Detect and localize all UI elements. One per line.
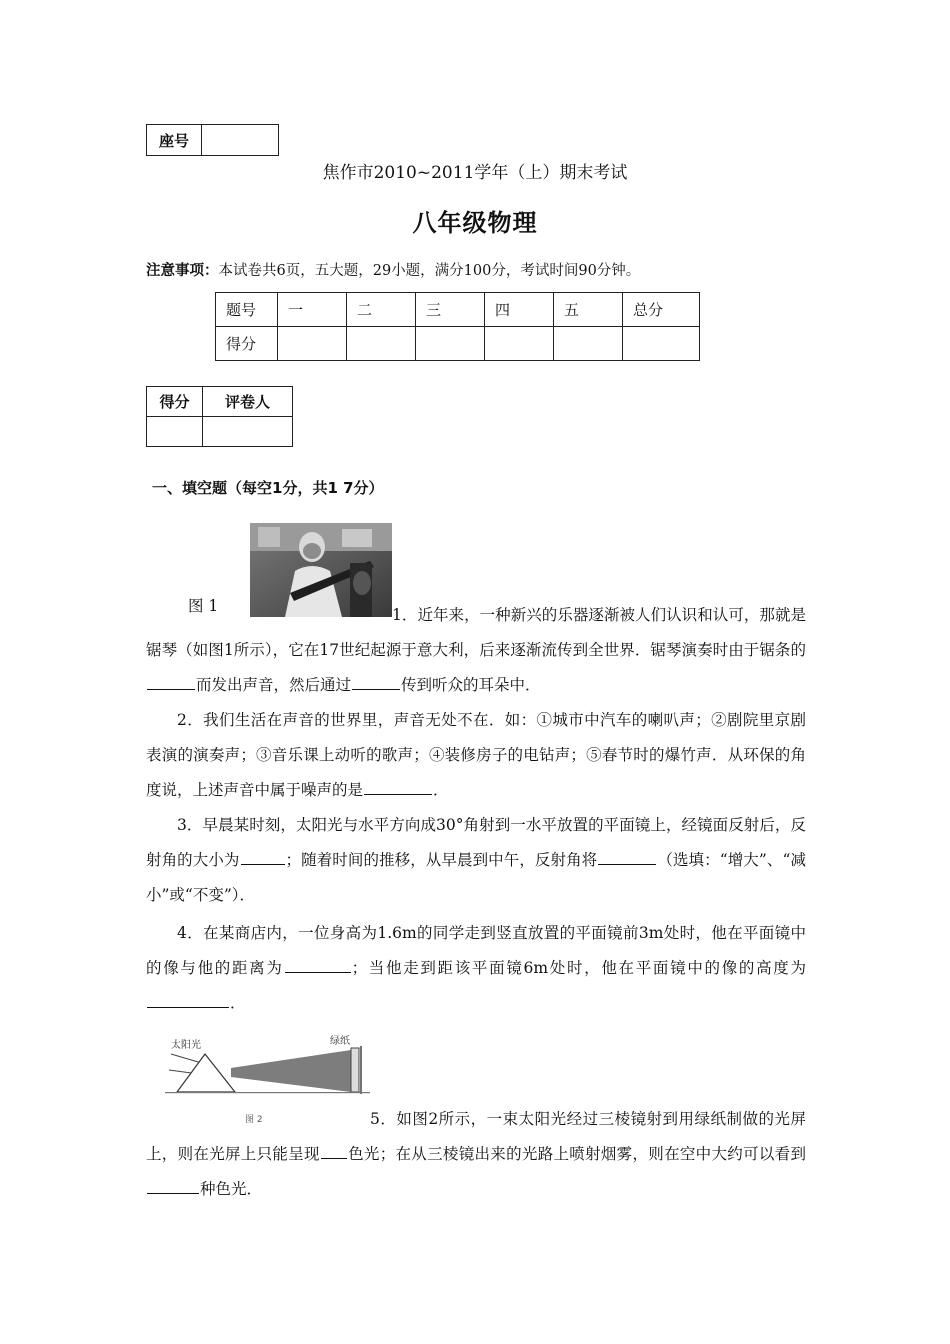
grader-name-cell[interactable] xyxy=(203,417,293,447)
sun-label: 太阳光 xyxy=(171,1040,201,1051)
answer-blank[interactable] xyxy=(352,672,400,690)
score-header-cell: 四 xyxy=(485,293,554,327)
score-cell[interactable] xyxy=(347,327,416,361)
notice-text: 本试卷共6页，五大题，29小题，满分100分，考试时间90分钟。 xyxy=(218,263,641,279)
question-3-text: 3．早晨某时刻，太阳光与水平方向成30°角射到一水平放置的平面镜上，经镜面反射后，反射角的大小为 xyxy=(146,816,806,869)
question-3-text: ；随着时间的推移，从早晨到中午，反射角将 xyxy=(285,851,598,869)
seat-value-field[interactable] xyxy=(202,125,279,156)
score-header-cell: 二 xyxy=(347,293,416,327)
score-header-cell: 总分 xyxy=(623,293,700,327)
answer-blank[interactable] xyxy=(147,1176,199,1194)
question-4-text: 4．在某商店内，一位身高为1.6m的同学走到竖直放置的平面镜前3m处时，他在平面镜中的像与他的距离为 xyxy=(146,924,806,977)
grader-score-cell[interactable] xyxy=(147,417,203,447)
score-table-score-row xyxy=(216,327,700,361)
answer-blank[interactable] xyxy=(364,777,432,795)
figure-2-label: 图 2 xyxy=(245,1115,263,1125)
figure-1-label: 图 1 xyxy=(188,597,219,615)
grader-table xyxy=(146,386,293,447)
question-3-text: （选填：“增大”、“减小”或“不变”）． xyxy=(146,851,806,904)
score-cell[interactable] xyxy=(554,327,623,361)
question-1-text: 1．近年来，一种新兴的乐器逐渐被人们认识和认可，那就是锯琴（如图1所示），它在17世纪起源于意大利，后来逐渐流传到全世界．锯琴演奏时由于锯条的 xyxy=(146,606,806,659)
question-1 xyxy=(146,598,806,703)
answer-blank[interactable] xyxy=(321,1141,347,1159)
question-1-text: 而发出声音，然后通过 xyxy=(196,676,352,694)
answer-blank[interactable] xyxy=(241,847,285,865)
question-2 xyxy=(146,703,806,808)
notice-label: 注意事项： xyxy=(146,263,219,279)
grader-score-label: 得分 xyxy=(147,387,203,417)
score-table-header-row xyxy=(216,293,700,327)
question-2-text: 2．我们生活在声音的世界里，声音无处不在．如：①城市中汽车的喇叭声；②剧院里京剧表演的演奏声；③音乐课上动听的歌声；④装修房子的电钻声；⑤春节时的爆竹声．从环保的角度说，上述声音中属于噪声的是 xyxy=(146,711,806,799)
answer-blank[interactable] xyxy=(147,672,195,690)
score-header-cell: 题号 xyxy=(216,293,278,327)
question-5-text: 色光；在从三棱镜出来的光路上喷射烟雾，则在空中大约可以看到 xyxy=(347,1145,806,1163)
score-cell[interactable] xyxy=(485,327,554,361)
question-4 xyxy=(146,916,806,1021)
score-cell[interactable] xyxy=(416,327,485,361)
grader-name-label: 评卷人 xyxy=(203,387,293,417)
score-header-cell: 三 xyxy=(416,293,485,327)
green-paper-label: 绿纸 xyxy=(330,1036,350,1047)
notice xyxy=(146,259,640,280)
question-3 xyxy=(146,808,806,913)
answer-blank[interactable] xyxy=(598,847,656,865)
score-table xyxy=(215,292,700,361)
question-5 xyxy=(146,1102,806,1207)
question-5-text: 种色光． xyxy=(200,1180,263,1198)
question-5-text: 5．如图2所示，一束太阳光经过三棱镜射到用绿纸制做的光屏上，则在光屏上只能呈现 xyxy=(146,1110,806,1163)
score-header-cell: 五 xyxy=(554,293,623,327)
subject-title: 八年级物理 xyxy=(412,209,538,237)
score-cell[interactable] xyxy=(278,327,347,361)
question-1-text: 传到听众的耳朵中． xyxy=(401,676,541,694)
exam-title: 焦作市2010~2011学年（上）期末考试 xyxy=(322,163,628,183)
section-heading: 一、填空题（每空1分，共1 7分） xyxy=(152,479,384,497)
question-2-text: ． xyxy=(433,781,449,799)
answer-blank[interactable] xyxy=(147,990,229,1008)
score-cell[interactable] xyxy=(623,327,700,361)
score-header-cell: 一 xyxy=(278,293,347,327)
answer-blank[interactable] xyxy=(285,955,351,973)
question-4-text: ；当他走到距该平面镜6m处时，他在平面镜中的像的高度为 xyxy=(351,959,806,977)
seat-label: 座号 xyxy=(147,125,202,156)
score-row-label: 得分 xyxy=(216,327,278,361)
seat-number-box xyxy=(146,124,279,156)
question-4-text: ． xyxy=(230,994,246,1012)
